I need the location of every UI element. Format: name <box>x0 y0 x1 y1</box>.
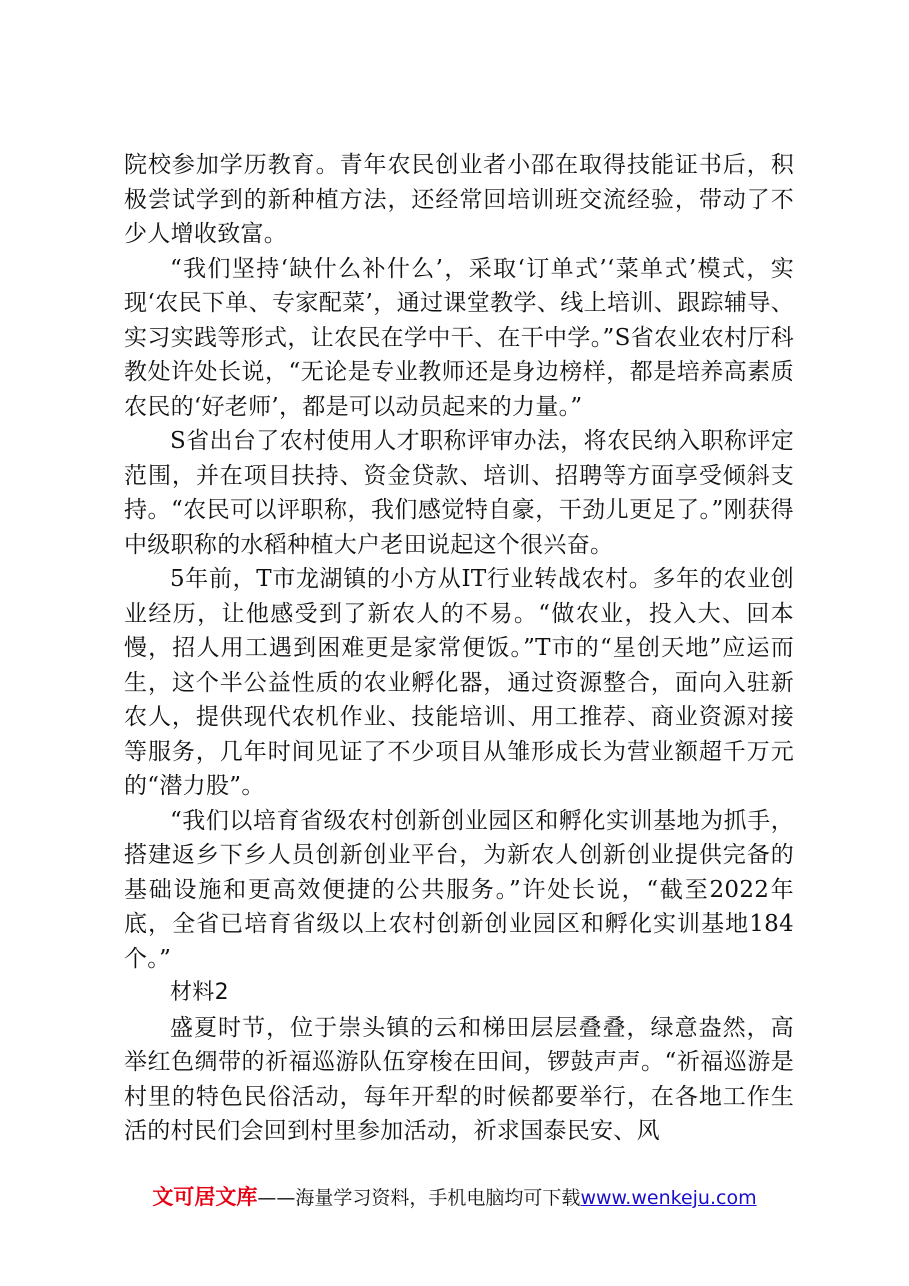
document-body <box>124 148 794 1149</box>
paragraph-2: “我们坚持‘缺什么补什么’，采取‘订单式’‘菜单式’模式，实现‘农民下单、专家配菜’，通过课堂教学、线上培训、跟踪辅导、实习实践等形式，让农民在学中干、在干中学。”S省农业农村厅科教处许处长说，“无论是专业教师还是身边榜样，都是培养高素质农民的‘好老师’，都是可以动员起来的力量。” <box>124 255 794 420</box>
footer-banner <box>0 1183 909 1212</box>
section-heading: 材料2 <box>170 980 229 1005</box>
paragraph-5: “我们以培育省级农村创新创业园区和孵化实训基地为抓手，搭建返乡下乡人员创新创业平台，为新农人创新创业提供完备的基础设施和更高效便捷的公共服务。”许处长说，“截至2022年底，全省已培育省级以上农村创新创业园区和孵化实训基地184个。” <box>124 807 794 972</box>
section-paragraph-1: 盛夏时节，位于崇头镇的云和梯田层层叠叠，绿意盎然，高举红色绸带的祈福巡游队伍穿梭在田间，锣鼓声声。“祈福巡游是村里的特色民俗活动，每年开犁的时候都要举行，在各地工作生活的村民们会回到村里参加活动，祈求国泰民安、风 <box>124 1014 794 1144</box>
footer-brand: 文可居文库 <box>152 1185 258 1209</box>
footer-url-link[interactable]: www.wenkeju.com <box>580 1187 757 1209</box>
paragraph-4: 5年前，T市龙湖镇的小方从IT行业转战农村。多年的农业创业经历，让他感受到了新农人的不易。“做农业，投入大、回本慢，招人用工遇到困难更是家常便饭。”T市的“星创天地”应运而生，这个半公益性质的农业孵化器，通过资源整合，面向入驻新农人，提供现代农机作业、技能培训、用工推荐、商业资源对接等服务，几年时间见证了不少项目从雏形成长为营业额超千万元的“潜力股”。 <box>124 566 794 799</box>
paragraph-3: S省出台了农村使用人才职称评审办法，将农民纳入职称评定范围，并在项目扶持、资金贷款、培训、招聘等方面享受倾斜支持。“农民可以评职称，我们感觉特自豪，干劲儿更足了。”刚获得中级职称的水稻种植大户老田说起这个很兴奋。 <box>124 428 794 558</box>
footer-tagline: ——海量学习资料，手机电脑均可下载 <box>257 1187 581 1209</box>
paragraph-1: 院校参加学历教育。青年农民创业者小邵在取得技能证书后，积极尝试学到的新种植方法，还经常回培训班交流经验，带动了不少人增收致富。 <box>124 152 794 247</box>
